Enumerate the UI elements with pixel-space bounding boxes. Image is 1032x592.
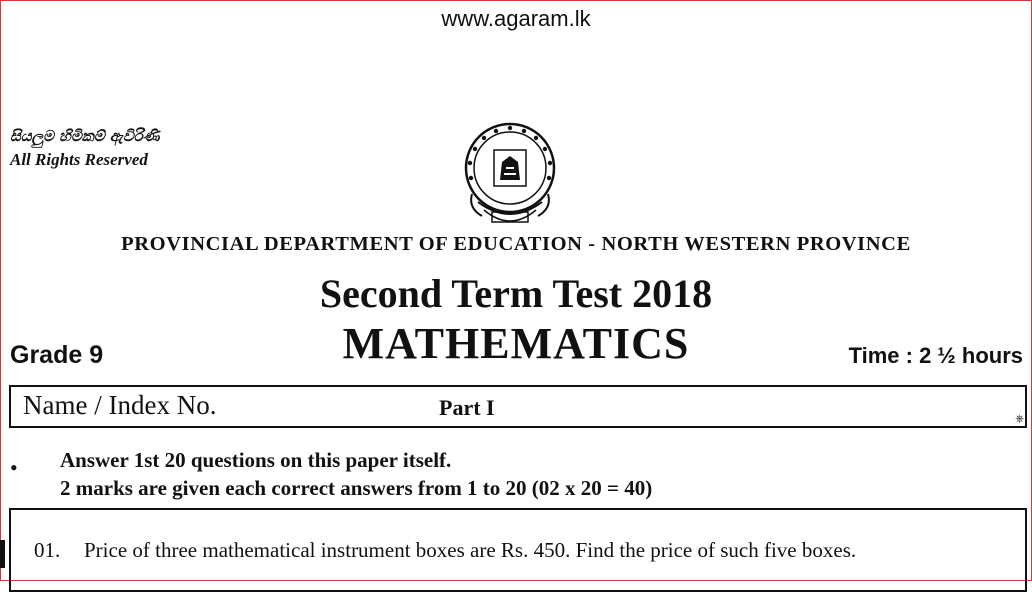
question-text: Price of three mathematical instrument boxes are Rs. 450. Find the price of such five boxes. <box>84 538 857 562</box>
bullet-icon: • <box>10 455 18 480</box>
question-number: 01. <box>34 538 61 562</box>
instructions <box>60 446 652 502</box>
name-index-label: Name / Index No. <box>23 390 217 420</box>
provincial-emblem-icon <box>464 122 556 232</box>
part-label: Part I <box>439 395 495 420</box>
rights-sinhala: සියලුම හිමිකම් ඇවිරිණි <box>10 127 160 145</box>
department-heading: PROVINCIAL DEPARTMENT OF EDUCATION - NORTH WESTERN PROVINCE <box>121 233 911 255</box>
source-url: www.agaram.lk <box>441 6 591 31</box>
time-label: Time : 2 ½ hours <box>848 343 1023 368</box>
corner-mark-icon: ⎈ <box>1015 413 1024 425</box>
instruction-line-1: Answer 1st 20 questions on this paper itself. <box>60 448 452 472</box>
exam-title: Second Term Test 2018 <box>319 271 713 316</box>
rights-notice <box>10 124 160 172</box>
instruction-line-2: 2 marks are given each correct answers from 1 to 20 (02 x 20 = 40) <box>60 476 653 500</box>
grade-label: Grade 9 <box>10 341 104 369</box>
name-index-box[interactable] <box>9 385 1027 428</box>
edge-bar <box>0 540 5 568</box>
subject-title: MATHEMATICS <box>342 319 690 368</box>
rights-english: All Rights Reserved <box>10 150 148 169</box>
